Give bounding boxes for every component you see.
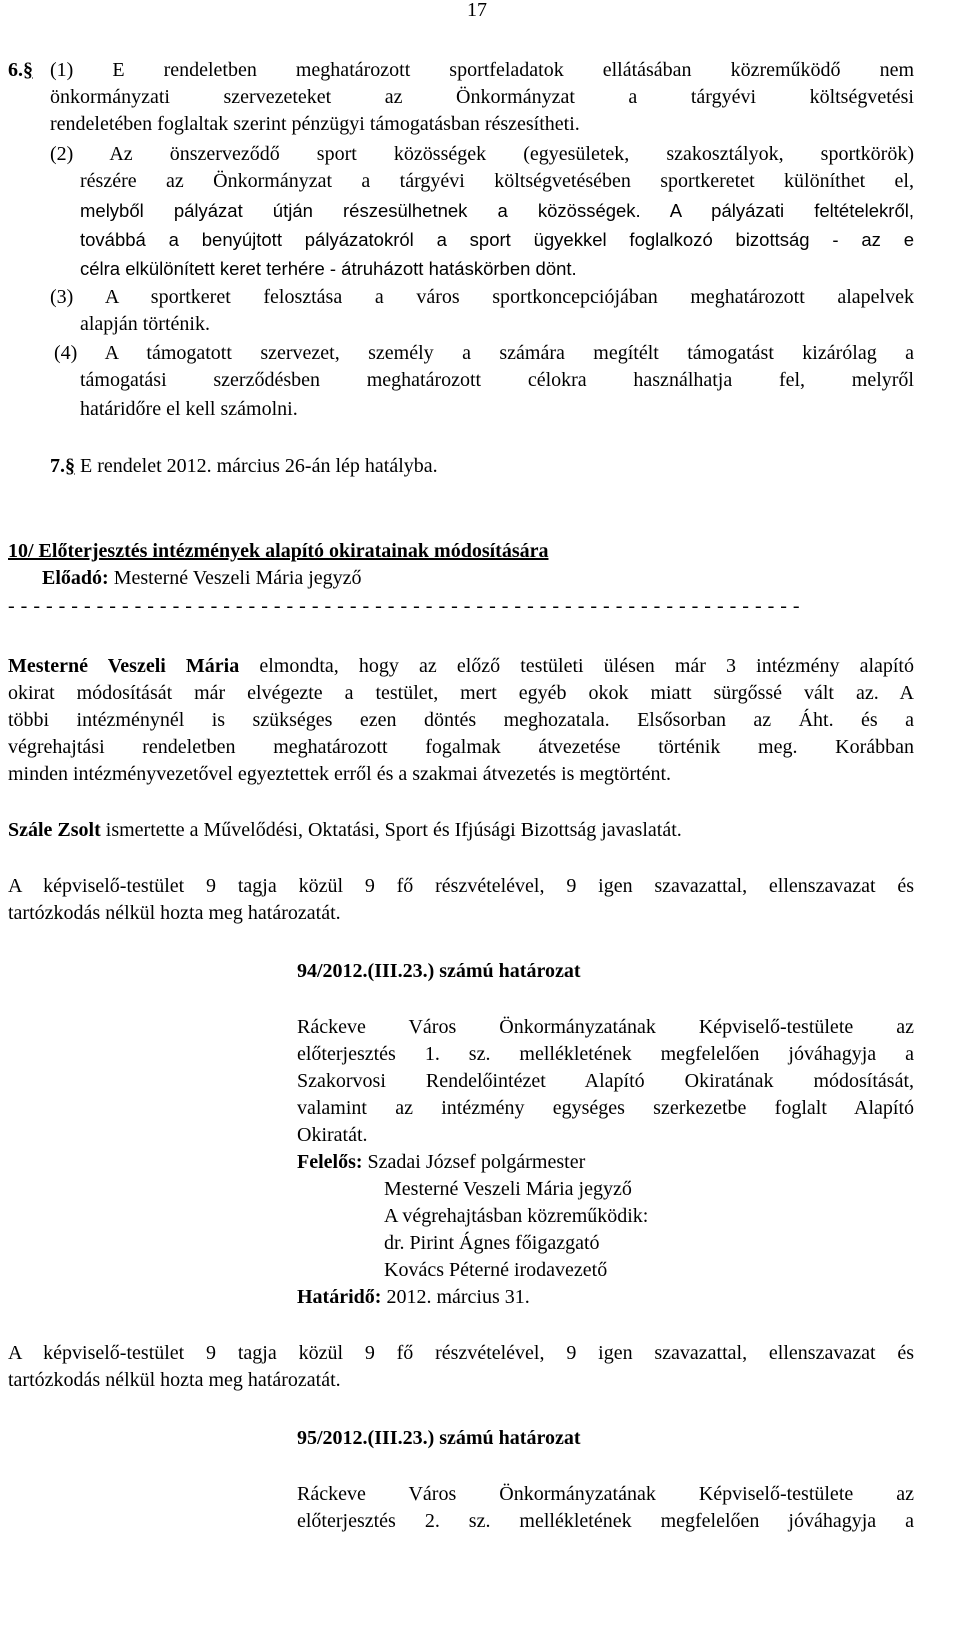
- discussion-speaker-2: [8, 817, 682, 844]
- discussion-line-3: többi intézménynél is szükséges ezen döntés meghozatala. Elsősorban az Áht. és a: [8, 709, 914, 731]
- section-6-p4-line-3: határidőre el kell számolni.: [80, 398, 298, 420]
- section-7: [50, 453, 438, 480]
- deadline-value: 2012. március 31.: [381, 1286, 530, 1308]
- resolution-94-responsible: [297, 1149, 585, 1176]
- discussion-line-1: [8, 653, 914, 680]
- presenter-label: Előadó:: [42, 567, 109, 589]
- resolution-95-line-1: Ráckeve Város Önkormányzatának Képviselő-testülete az: [297, 1483, 914, 1505]
- resolution-94-line-3: Szakorvosi Rendelőintézet Alapító Okiratának módosítását,: [297, 1070, 914, 1092]
- discussion-line-2: okirat módosítását már elvégezte a testület, mert egyéb okok miatt sürgőssé vált az. A: [8, 682, 914, 704]
- section-6-p4-line-2: támogatási szerződésben meghatározott célokra használhatja fel, melyről: [80, 369, 914, 391]
- responsible-line-3: A végrehajtásban közreműködik:: [384, 1205, 649, 1227]
- presenter-name: Mesterné Veszeli Mária jegyző: [108, 567, 362, 589]
- section-6-number: 6.: [8, 59, 23, 81]
- resolution-94-line-2: előterjesztés 1. sz. mellékletének megfelelően jóváhagyja a: [297, 1043, 914, 1065]
- section-6-p1-line-1: (1) E rendeletben meghatározott sportfeladatok ellátásában közreműködő nem: [50, 59, 914, 81]
- vote-2-line-1: A képviselő-testület 9 tagja közül 9 fő részvételével, 9 igen szavazattal, ellenszavazat és: [8, 1342, 914, 1364]
- section-7-number: 7.: [50, 455, 65, 477]
- responsible-label: Felelős:: [297, 1151, 363, 1173]
- responsible-name: Szadai József polgármester: [362, 1151, 586, 1173]
- speaker-2-text: ismertette a Művelődési, Oktatási, Sport és Ifjúsági Bizottság javaslatát.: [100, 819, 682, 841]
- responsible-line-2: Mesterné Veszeli Mária jegyző: [384, 1178, 632, 1200]
- section-6-line-1: [8, 57, 914, 84]
- speaker-1-text: elmondta, hogy az előző testületi ülésen már 3 intézmény alapító: [239, 655, 914, 677]
- deadline-label: Határidő:: [297, 1286, 382, 1308]
- section-6-p2-line-4: továbbá a benyújtott pályázatokról a sport ügyekkel foglalkozó bizottság - az e: [80, 229, 914, 250]
- resolution-94-title: 94/2012.(III.23.) számú határozat: [297, 960, 581, 982]
- section-6-p2-line-5: célra elkülönített keret terhére - átruházott hatáskörben dönt.: [80, 258, 577, 279]
- discussion-line-4: végrehajtási rendeletben meghatározott fogalmak átvezetése történik meg. Korábban: [8, 736, 914, 758]
- separator-line: - - - - - - - - - - - - - - - - - - - - - - - - - - - - - - - - - - - - - - - - - - - - - - - - - - - - - - - - - - - - - - -: [8, 595, 801, 617]
- agenda-presenter: [42, 565, 362, 592]
- speaker-2: Szále Zsolt: [8, 819, 101, 841]
- page-number: 17: [467, 0, 487, 21]
- resolution-94-deadline: [297, 1284, 530, 1311]
- resolution-94-line-4: valamint az intézmény egységes szerkezetbe foglalt Alapító: [297, 1097, 914, 1119]
- resolution-95-title: 95/2012.(III.23.) számú határozat: [297, 1427, 581, 1449]
- responsible-line-5: Kovács Péterné irodavezető: [384, 1259, 608, 1281]
- resolution-94-line-5: Okiratát.: [297, 1124, 368, 1146]
- section-6-p2-line-2: részére az Önkormányzat a tárgyévi költségvetésében sportkeretet különíthet el,: [80, 170, 914, 192]
- vote-1-line-2: tartózkodás nélkül hozta meg határozatát.: [8, 902, 341, 924]
- responsible-line-4: dr. Pirint Ágnes főigazgató: [384, 1232, 600, 1254]
- section-6-p2-line-1: (2) Az önszerveződő sport közösségek (egyesületek, szakosztályok, sportkörök): [50, 143, 914, 165]
- vote-2-line-2: tartózkodás nélkül hozta meg határozatát.: [8, 1369, 341, 1391]
- resolution-94-line-1: Ráckeve Város Önkormányzatának Képviselő-testülete az: [297, 1016, 914, 1038]
- section-6-p1-line-2: önkormányzati szervezeteket az Önkormányzat a tárgyévi költségvetési: [50, 86, 914, 108]
- paragraph-symbol: §: [65, 455, 75, 477]
- discussion-line-5: minden intézményvezetővel egyeztettek erről és a szakmai átvezetés is megtörtént.: [8, 763, 672, 785]
- section-6-p3-line-2: alapján történik.: [80, 313, 210, 335]
- section-7-text: E rendelet 2012. március 26-án lép hatályba.: [75, 455, 438, 477]
- agenda-title: 10/ Előterjesztés intézmények alapító okiratainak módosítására: [8, 540, 549, 562]
- vote-1-line-1: A képviselő-testület 9 tagja közül 9 fő részvételével, 9 igen szavazattal, ellenszavazat és: [8, 875, 914, 897]
- section-6-p2-line-3: melyből pályázat útján részesülhetnek a közösségek. A pályázati feltételekről,: [80, 200, 914, 221]
- section-6-p3-line-1: (3) A sportkeret felosztása a város sportkoncepciójában meghatározott alapelvek: [50, 286, 914, 308]
- section-6-p1-line-3: rendeletében foglaltak szerint pénzügyi támogatásban részesítheti.: [50, 113, 580, 135]
- paragraph-symbol: §: [23, 59, 33, 81]
- section-6-p4-line-1: (4) A támogatott szervezet, személy a számára megítélt támogatást kizárólag a: [54, 342, 914, 364]
- speaker-1: Mesterné Veszeli Mária: [8, 655, 240, 677]
- resolution-95-line-2: előterjesztés 2. sz. mellékletének megfelelően jóváhagyja a: [297, 1510, 914, 1532]
